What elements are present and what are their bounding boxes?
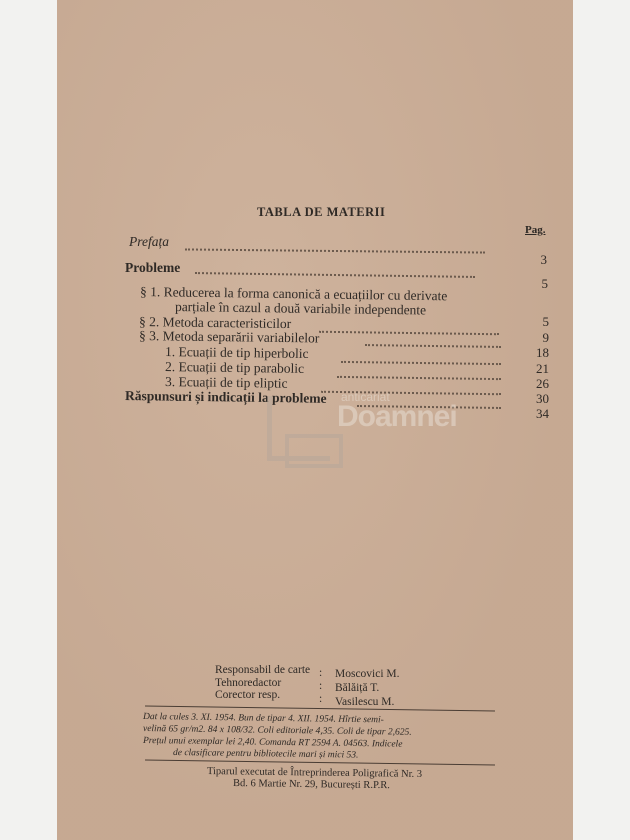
- imprint-detail-line: velină 65 gr/m2. 84 x 108/32. Coli editoriale 4,35. Coli de tipar 2,625.: [142, 724, 412, 738]
- toc-leader-dots: [337, 376, 501, 380]
- toc-page-number: 3: [540, 252, 547, 267]
- imprint-divider: [145, 706, 495, 712]
- credit-role: Tehnoredactor: [215, 677, 282, 689]
- toc-entry-label: Răspunsuri și indicații la probleme: [124, 388, 327, 406]
- toc-page-number: 9: [542, 330, 549, 345]
- imprint-detail-line: Dat la cules 3. XI. 1954. Bun de tipar 4. XII. 1954. Hîrtie semi-: [142, 712, 384, 726]
- printer-line: Tiparul executat de Întreprinderea Poligrafică Nr. 3: [206, 766, 423, 781]
- toc-entry-label: 1. Ecuații de tip hiperbolic: [164, 344, 309, 362]
- toc-page-number: 21: [536, 361, 549, 376]
- watermark-book-icon: [285, 434, 343, 468]
- imprint-divider: [145, 760, 495, 766]
- toc-leader-dots: [195, 272, 475, 278]
- toc-entry-label: § 2. Metoda caracteristicilor: [138, 314, 292, 332]
- credit-name: Moscovici M.: [335, 668, 400, 680]
- toc-entry-label: 2. Ecuații de tip parabolic: [164, 359, 305, 376]
- toc-leader-dots: [185, 248, 485, 253]
- credit-role: Corector resp.: [215, 689, 281, 701]
- toc-leader-dots: [365, 344, 501, 348]
- watermark-brand: Doamnei: [337, 400, 457, 433]
- toc-page-number: 26: [536, 376, 549, 391]
- watermark-small-text: anticariat: [341, 390, 390, 404]
- credit-name: Vasilescu M.: [335, 696, 395, 708]
- page-column-header: Pag.: [525, 224, 546, 236]
- credit-colon: :: [319, 667, 323, 679]
- toc-entry-label: Probleme: [125, 260, 181, 275]
- toc-entry-label: § 1. Reducerea la forma canonică a ecuațiilor cu derivate: [139, 284, 448, 304]
- toc-page-number: 34: [536, 406, 549, 421]
- toc-leader-dots: [319, 331, 499, 336]
- toc-page-number: 5: [542, 314, 549, 329]
- toc-leader-dots: [341, 361, 501, 365]
- toc-page-number: 30: [536, 391, 549, 406]
- toc-page-number: 18: [536, 345, 549, 360]
- printer-line: Bd. 6 Martie Nr. 29, București R.P.R.: [232, 778, 390, 792]
- toc-entry-label: 3. Ecuații de tip eliptic: [164, 374, 288, 391]
- credit-colon: :: [319, 680, 323, 692]
- imprint-detail-line: de clasificare pentru bibliotecile mari și mici 53.: [172, 748, 359, 761]
- toc-page-number: 5: [541, 276, 548, 291]
- credit-name: Bălăiță T.: [335, 682, 380, 694]
- toc-entry-label: parțiale în cazul a două variabile independente: [174, 299, 427, 318]
- credit-role: Responsabil de carte: [215, 664, 311, 676]
- book-page: [57, 0, 573, 840]
- toc-title: TABLA DE MATERII: [257, 205, 386, 219]
- toc-entry-label: § 3. Metoda separării variabilelor: [138, 328, 320, 346]
- watermark-logo: [267, 382, 457, 462]
- imprint-detail-line: Prețul unui exemplar lei 2,40. Comanda RT 2594 A. 04563. Indicele: [142, 736, 403, 750]
- credit-colon: :: [319, 693, 323, 705]
- toc-entry-label: Prefața: [129, 234, 169, 249]
